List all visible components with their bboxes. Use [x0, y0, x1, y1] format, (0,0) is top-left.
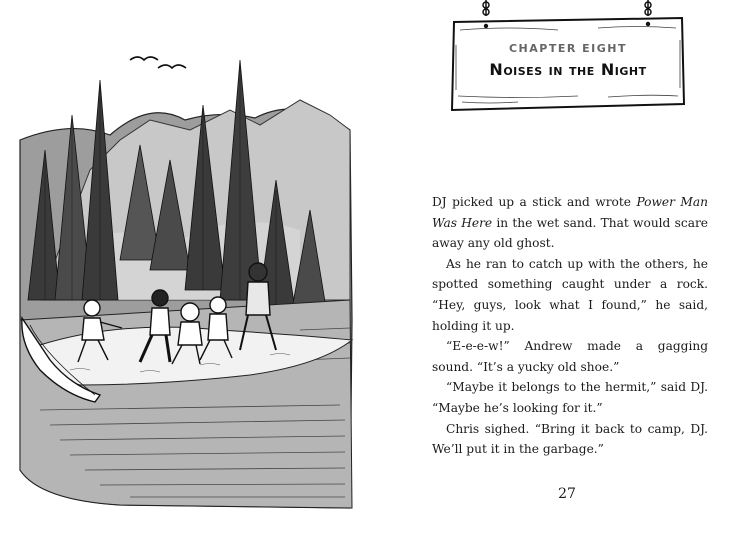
birds [130, 57, 186, 68]
text-run: Chris sighed. “Bring it back to camp, DJ. We’ll put it in the garbage.” [432, 421, 708, 457]
text-run: in the wet sand. That would scare away any old ghost. [432, 215, 708, 251]
italic-text: Power Man Was Here [432, 195, 708, 230]
paragraph [432, 192, 708, 254]
paragraph [432, 377, 708, 418]
body-text [432, 192, 708, 460]
page-number: 27 [558, 486, 576, 502]
text-run: “E-e-e-w!” Andrew made a gagging sound. “It’s a yucky old shoe.” [432, 339, 708, 374]
right-page [378, 0, 756, 549]
wooden-chapter-sign [448, 0, 688, 118]
chapter-label: CHAPTER EIGHT [508, 42, 628, 55]
paragraph [432, 419, 708, 460]
text-run: As he ran to catch up with the others, he spotted something caught under a rock. “Hey, guys, look what I found,” he said, holding it up. [432, 256, 708, 333]
chapter-title: Noises in the Night [489, 60, 647, 79]
paragraph [432, 254, 708, 336]
paragraph [432, 336, 708, 377]
text-run: DJ picked up a stick and wrote [432, 195, 637, 209]
sign-chains [483, 0, 651, 16]
text-run: “Maybe it belongs to the hermit,” said DJ. “Maybe he’s looking for it.” [432, 380, 708, 415]
